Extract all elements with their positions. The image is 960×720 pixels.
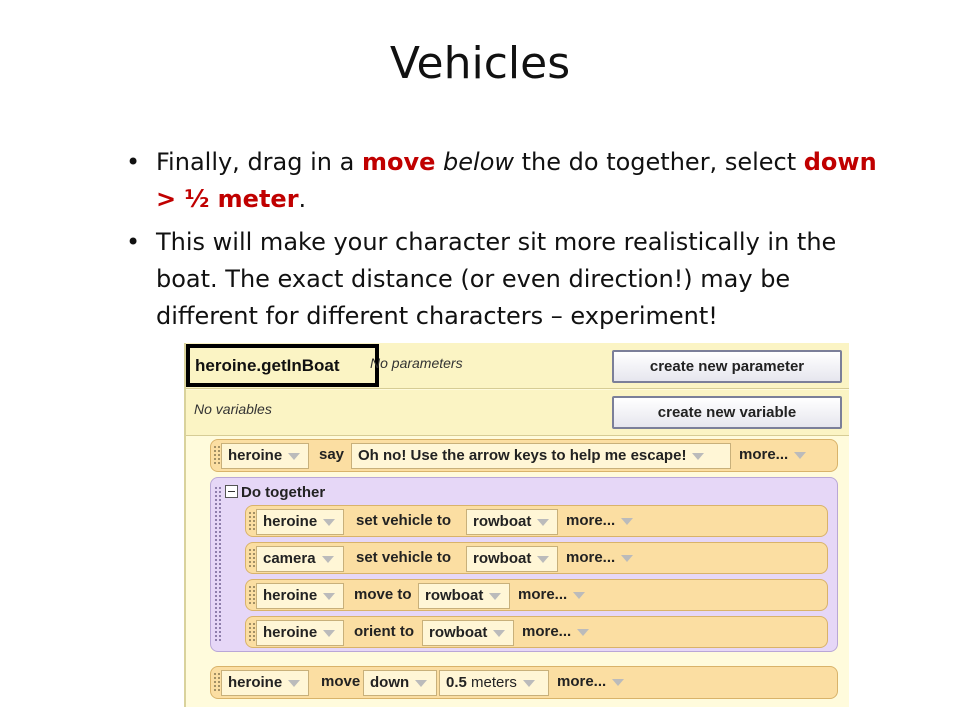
emphasis-below: below xyxy=(443,148,515,176)
collapse-icon[interactable] xyxy=(225,485,238,498)
do-together-header[interactable] xyxy=(225,484,325,501)
parameters-row xyxy=(186,343,849,389)
no-variables-label: No variables xyxy=(194,401,272,417)
slide-title: Vehicles xyxy=(389,38,571,89)
dropdown-arrow-icon xyxy=(537,556,549,563)
object-label: heroine xyxy=(228,674,283,691)
target-dropdown[interactable] xyxy=(466,546,558,572)
target-label: rowboat xyxy=(425,587,484,604)
object-label: heroine xyxy=(228,447,283,464)
method-editor xyxy=(184,343,849,707)
orient-to-block[interactable] xyxy=(245,616,828,648)
object-dropdown[interactable] xyxy=(256,583,344,609)
verb-label: set vehicle to xyxy=(356,512,452,529)
more-dropdown[interactable] xyxy=(560,509,650,535)
verb-label: move xyxy=(321,673,361,690)
bullet-item xyxy=(122,224,892,335)
create-new-parameter-button[interactable]: create new parameter xyxy=(612,350,842,383)
more-dropdown[interactable] xyxy=(512,583,602,609)
bullet-text xyxy=(435,148,443,176)
set-vehicle-block[interactable] xyxy=(245,505,828,537)
amount-value: 0.5 xyxy=(446,674,467,691)
method-name: heroine.getInBoat xyxy=(186,344,379,387)
say-text: Oh no! Use the arrow keys to help me escape! xyxy=(358,447,687,464)
more-label: more... xyxy=(522,623,572,640)
dropdown-arrow-icon xyxy=(493,630,505,637)
direction-dropdown[interactable] xyxy=(363,670,437,696)
more-dropdown[interactable] xyxy=(551,670,641,696)
dropdown-arrow-icon xyxy=(537,519,549,526)
dropdown-arrow-icon xyxy=(621,555,633,562)
dropdown-arrow-icon xyxy=(323,593,335,600)
dropdown-arrow-icon xyxy=(692,453,704,460)
more-label: more... xyxy=(518,586,568,603)
say-block[interactable] xyxy=(210,439,838,472)
drag-handle[interactable] xyxy=(248,548,256,568)
target-dropdown[interactable] xyxy=(466,509,558,535)
direction-label: down xyxy=(370,674,410,691)
verb-label: say xyxy=(319,446,345,463)
target-label: rowboat xyxy=(473,550,532,567)
highlight-move: move xyxy=(361,148,436,176)
more-dropdown[interactable] xyxy=(516,620,606,646)
target-label: rowboat xyxy=(473,513,532,530)
dropdown-arrow-icon xyxy=(415,680,427,687)
say-text-dropdown[interactable] xyxy=(351,443,731,469)
drag-handle[interactable] xyxy=(248,511,256,531)
more-dropdown[interactable] xyxy=(560,546,650,572)
verb-label: set vehicle to xyxy=(356,549,452,566)
object-dropdown[interactable] xyxy=(256,546,344,572)
highlight-down-half-meter: down > ½ meter xyxy=(156,148,877,213)
object-dropdown[interactable] xyxy=(256,509,344,535)
dropdown-arrow-icon xyxy=(523,680,535,687)
amount-unit: meters xyxy=(471,674,517,691)
dropdown-arrow-icon xyxy=(288,680,300,687)
do-together-block[interactable] xyxy=(210,477,838,652)
drag-handle[interactable] xyxy=(248,585,256,605)
dropdown-arrow-icon xyxy=(621,518,633,525)
verb-label: move to xyxy=(354,586,412,603)
move-down-block[interactable] xyxy=(210,666,838,699)
object-label: camera xyxy=(263,550,316,567)
dropdown-arrow-icon xyxy=(323,630,335,637)
bullet-text: This will make your character sit more realistically in the boat. The exact distance (or even direction!) may be different for different characters – experiment! xyxy=(156,228,837,330)
more-label: more... xyxy=(739,446,789,463)
dropdown-arrow-icon xyxy=(288,453,300,460)
set-vehicle-block[interactable] xyxy=(245,542,828,574)
bullet-icon: • xyxy=(126,228,141,256)
do-together-label: Do together xyxy=(241,484,326,501)
variables-row xyxy=(186,390,849,436)
more-label: more... xyxy=(566,549,616,566)
amount-dropdown[interactable] xyxy=(439,670,549,696)
object-dropdown[interactable] xyxy=(256,620,344,646)
object-dropdown[interactable] xyxy=(221,443,309,469)
move-to-block[interactable] xyxy=(245,579,828,611)
bullet-text: . xyxy=(298,185,307,213)
bullet-text: Finally, drag in a xyxy=(156,148,362,176)
create-new-variable-button[interactable]: create new variable xyxy=(612,396,842,429)
bullet-icon: • xyxy=(126,148,141,176)
bullet-item xyxy=(122,144,892,218)
bullet-list xyxy=(122,144,892,341)
no-parameters-label: No parameters xyxy=(370,355,463,371)
dropdown-arrow-icon xyxy=(577,629,589,636)
drag-handle[interactable] xyxy=(248,622,256,642)
target-label: rowboat xyxy=(429,624,488,641)
more-label: more... xyxy=(557,673,607,690)
bullet-text: the do together, select xyxy=(514,148,804,176)
object-label: heroine xyxy=(263,624,318,641)
target-dropdown[interactable] xyxy=(422,620,514,646)
object-dropdown[interactable] xyxy=(221,670,309,696)
drag-handle[interactable] xyxy=(213,672,221,693)
dropdown-arrow-icon xyxy=(612,679,624,686)
more-label: more... xyxy=(566,512,616,529)
dropdown-arrow-icon xyxy=(794,452,806,459)
dropdown-arrow-icon xyxy=(323,519,335,526)
dropdown-arrow-icon xyxy=(489,593,501,600)
object-label: heroine xyxy=(263,587,318,604)
drag-handle[interactable] xyxy=(214,486,222,643)
more-dropdown[interactable] xyxy=(733,443,823,469)
verb-label: orient to xyxy=(354,623,414,640)
dropdown-arrow-icon xyxy=(322,556,334,563)
target-dropdown[interactable] xyxy=(418,583,510,609)
object-label: heroine xyxy=(263,513,318,530)
dropdown-arrow-icon xyxy=(573,592,585,599)
drag-handle[interactable] xyxy=(213,445,221,466)
